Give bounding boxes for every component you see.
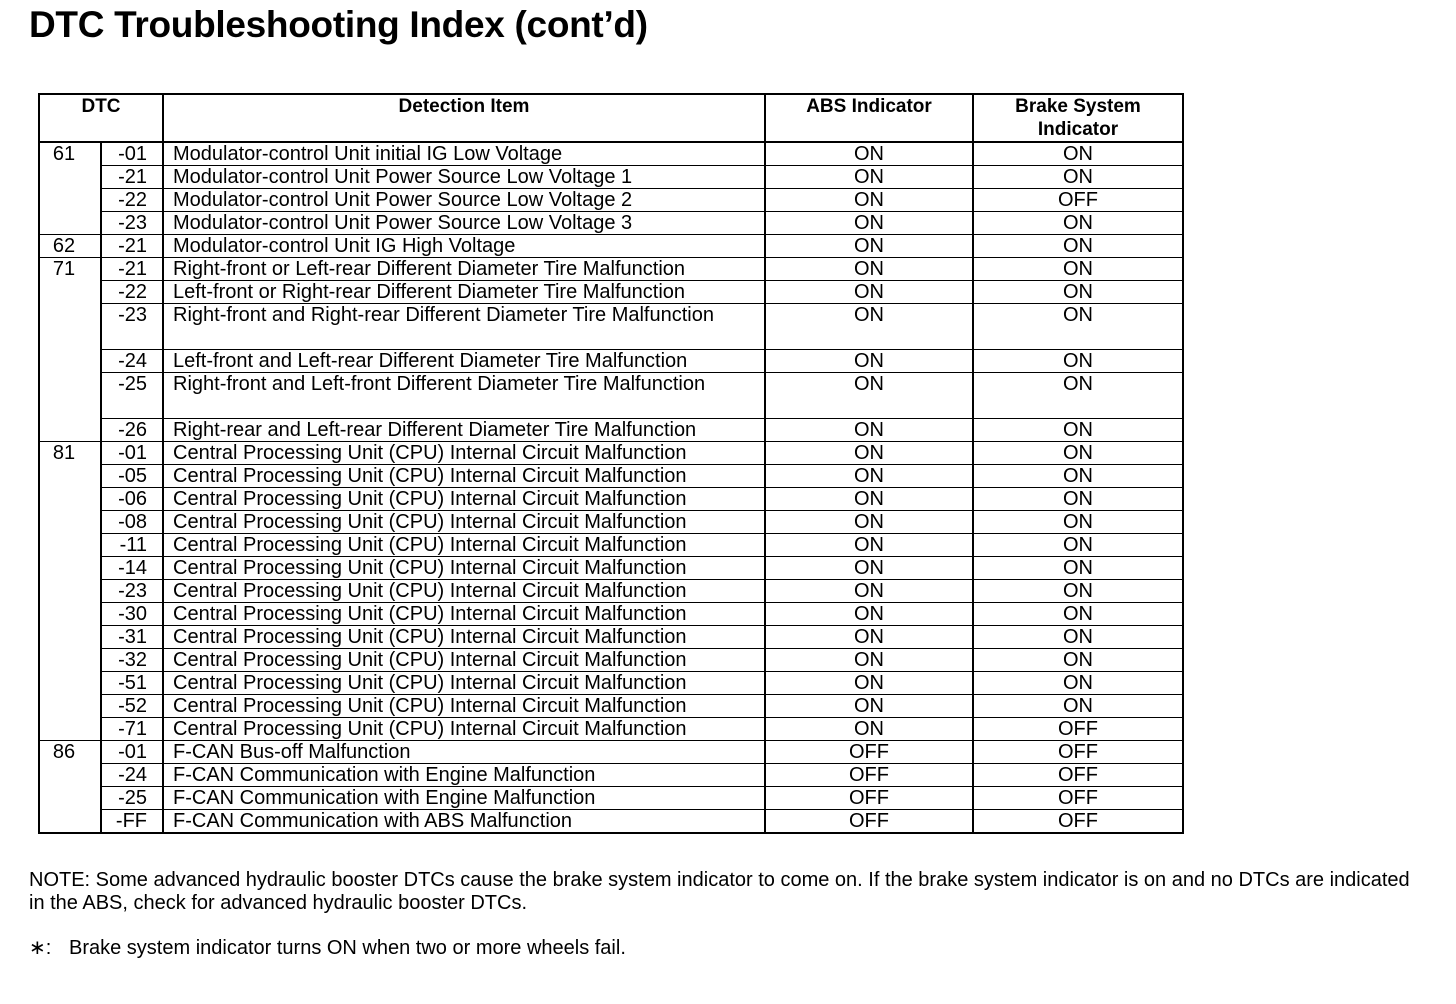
brake-indicator-value: ON bbox=[973, 350, 1183, 373]
dtc-main-code bbox=[39, 304, 101, 350]
dtc-main-code bbox=[39, 212, 101, 235]
dtc-main-code bbox=[39, 672, 101, 695]
table-row bbox=[39, 281, 1183, 304]
dtc-sub-code: -26 bbox=[101, 419, 163, 442]
table-row bbox=[39, 672, 1183, 695]
brake-indicator-value: OFF bbox=[973, 189, 1183, 212]
dtc-main-code bbox=[39, 764, 101, 787]
table-row bbox=[39, 465, 1183, 488]
table-row bbox=[39, 488, 1183, 511]
abs-indicator-value: ON bbox=[765, 626, 973, 649]
detection-item: Right-rear and Left-rear Different Diameter Tire Malfunction bbox=[163, 419, 765, 442]
abs-indicator-value: ON bbox=[765, 534, 973, 557]
table-row bbox=[39, 235, 1183, 258]
dtc-sub-code: -11 bbox=[101, 534, 163, 557]
detection-item: Central Processing Unit (CPU) Internal Circuit Malfunction bbox=[163, 626, 765, 649]
abs-indicator-value: ON bbox=[765, 419, 973, 442]
table-row bbox=[39, 258, 1183, 281]
brake-indicator-value: ON bbox=[973, 235, 1183, 258]
page-title: DTC Troubleshooting Index (cont’d) bbox=[29, 4, 648, 45]
abs-indicator-value: ON bbox=[765, 142, 973, 166]
table-row bbox=[39, 166, 1183, 189]
brake-indicator-value: ON bbox=[973, 212, 1183, 235]
table-row bbox=[39, 787, 1183, 810]
header-brake-line1: Brake System bbox=[1015, 96, 1141, 117]
detection-item: Central Processing Unit (CPU) Internal Circuit Malfunction bbox=[163, 534, 765, 557]
table-body bbox=[39, 142, 1183, 833]
table-row bbox=[39, 557, 1183, 580]
detection-item: Left-front and Left-rear Different Diameter Tire Malfunction bbox=[163, 350, 765, 373]
table-row bbox=[39, 534, 1183, 557]
dtc-sub-code: -23 bbox=[101, 212, 163, 235]
table-row bbox=[39, 442, 1183, 465]
abs-indicator-value: ON bbox=[765, 373, 973, 419]
dtc-main-code bbox=[39, 557, 101, 580]
dtc-main-code: 62 bbox=[39, 235, 101, 258]
dtc-sub-code: -01 bbox=[101, 741, 163, 764]
dtc-main-code bbox=[39, 718, 101, 741]
brake-indicator-value: ON bbox=[973, 626, 1183, 649]
detection-item: F-CAN Bus-off Malfunction bbox=[163, 741, 765, 764]
dtc-sub-code: -01 bbox=[101, 442, 163, 465]
detection-item: Central Processing Unit (CPU) Internal Circuit Malfunction bbox=[163, 442, 765, 465]
header-brake-line2: Indicator bbox=[1037, 119, 1119, 140]
dtc-main-code bbox=[39, 603, 101, 626]
brake-indicator-value: ON bbox=[973, 488, 1183, 511]
abs-indicator-value: ON bbox=[765, 488, 973, 511]
dtc-main-code bbox=[39, 281, 101, 304]
dtc-main-code: 81 bbox=[39, 442, 101, 465]
brake-indicator-value: ON bbox=[973, 465, 1183, 488]
detection-item: Central Processing Unit (CPU) Internal Circuit Malfunction bbox=[163, 488, 765, 511]
brake-indicator-value: ON bbox=[973, 603, 1183, 626]
brake-indicator-value: OFF bbox=[973, 764, 1183, 787]
abs-indicator-value: ON bbox=[765, 281, 973, 304]
header-detection-item: Detection Item bbox=[163, 94, 765, 142]
table-header-row bbox=[39, 94, 1183, 142]
brake-indicator-value: ON bbox=[973, 534, 1183, 557]
dtc-main-code bbox=[39, 810, 101, 834]
abs-indicator-value: ON bbox=[765, 672, 973, 695]
abs-indicator-value: ON bbox=[765, 442, 973, 465]
detection-item: Right-front or Left-rear Different Diameter Tire Malfunction bbox=[163, 258, 765, 281]
brake-indicator-value: ON bbox=[973, 557, 1183, 580]
brake-indicator-value: ON bbox=[973, 442, 1183, 465]
table-row bbox=[39, 764, 1183, 787]
brake-indicator-value: OFF bbox=[973, 787, 1183, 810]
dtc-main-code bbox=[39, 649, 101, 672]
dtc-main-code bbox=[39, 373, 101, 419]
brake-indicator-value: ON bbox=[973, 166, 1183, 189]
table-row bbox=[39, 350, 1183, 373]
dtc-main-code bbox=[39, 787, 101, 810]
detection-item: Central Processing Unit (CPU) Internal Circuit Malfunction bbox=[163, 649, 765, 672]
dtc-sub-code: -32 bbox=[101, 649, 163, 672]
detection-item: Central Processing Unit (CPU) Internal Circuit Malfunction bbox=[163, 603, 765, 626]
abs-indicator-value: ON bbox=[765, 212, 973, 235]
dtc-sub-code: -08 bbox=[101, 511, 163, 534]
abs-indicator-value: ON bbox=[765, 258, 973, 281]
table-row bbox=[39, 810, 1183, 834]
table-row bbox=[39, 189, 1183, 212]
detection-item: Modulator-control Unit Power Source Low Voltage 2 bbox=[163, 189, 765, 212]
dtc-main-code bbox=[39, 350, 101, 373]
abs-indicator-value: ON bbox=[765, 235, 973, 258]
detection-item: Modulator-control Unit Power Source Low Voltage 1 bbox=[163, 166, 765, 189]
brake-indicator-value: OFF bbox=[973, 718, 1183, 741]
footnote bbox=[29, 937, 626, 960]
table-row bbox=[39, 695, 1183, 718]
abs-indicator-value: ON bbox=[765, 304, 973, 350]
table-row bbox=[39, 212, 1183, 235]
dtc-main-code bbox=[39, 166, 101, 189]
dtc-main-code bbox=[39, 695, 101, 718]
dtc-sub-code: -30 bbox=[101, 603, 163, 626]
brake-indicator-value: ON bbox=[973, 419, 1183, 442]
table-row bbox=[39, 649, 1183, 672]
detection-item: Central Processing Unit (CPU) Internal Circuit Malfunction bbox=[163, 465, 765, 488]
table-row bbox=[39, 304, 1183, 350]
abs-indicator-value: ON bbox=[765, 718, 973, 741]
header-dtc: DTC bbox=[39, 94, 163, 142]
header-brake-system-indicator bbox=[973, 94, 1183, 142]
dtc-sub-code: -24 bbox=[101, 350, 163, 373]
brake-indicator-value: ON bbox=[973, 258, 1183, 281]
table-row bbox=[39, 718, 1183, 741]
brake-indicator-value: ON bbox=[973, 672, 1183, 695]
brake-indicator-value: OFF bbox=[973, 810, 1183, 834]
detection-item: Central Processing Unit (CPU) Internal Circuit Malfunction bbox=[163, 718, 765, 741]
detection-item: Left-front or Right-rear Different Diameter Tire Malfunction bbox=[163, 281, 765, 304]
abs-indicator-value: ON bbox=[765, 511, 973, 534]
dtc-main-code bbox=[39, 626, 101, 649]
detection-item: Modulator-control Unit Power Source Low Voltage 3 bbox=[163, 212, 765, 235]
dtc-sub-code: -14 bbox=[101, 557, 163, 580]
dtc-sub-code: -21 bbox=[101, 235, 163, 258]
dtc-table bbox=[38, 93, 1184, 834]
dtc-main-code bbox=[39, 465, 101, 488]
dtc-sub-code: -FF bbox=[101, 810, 163, 834]
brake-indicator-value: ON bbox=[973, 580, 1183, 603]
detection-item: F-CAN Communication with Engine Malfunction bbox=[163, 787, 765, 810]
footnote-text: Brake system indicator turns ON when two or more wheels fail. bbox=[69, 937, 626, 959]
table-row bbox=[39, 511, 1183, 534]
abs-indicator-value: OFF bbox=[765, 741, 973, 764]
table-row bbox=[39, 741, 1183, 764]
brake-indicator-value: ON bbox=[973, 511, 1183, 534]
dtc-sub-code: -25 bbox=[101, 787, 163, 810]
table-row bbox=[39, 626, 1183, 649]
abs-indicator-value: ON bbox=[765, 649, 973, 672]
detection-item: Right-front and Right-rear Different Diameter Tire Malfunction bbox=[163, 304, 765, 350]
abs-indicator-value: OFF bbox=[765, 787, 973, 810]
dtc-sub-code: -06 bbox=[101, 488, 163, 511]
abs-indicator-value: ON bbox=[765, 465, 973, 488]
detection-item: Central Processing Unit (CPU) Internal Circuit Malfunction bbox=[163, 695, 765, 718]
dtc-sub-code: -05 bbox=[101, 465, 163, 488]
abs-indicator-value: ON bbox=[765, 166, 973, 189]
dtc-main-code bbox=[39, 419, 101, 442]
abs-indicator-value: ON bbox=[765, 189, 973, 212]
detection-item: F-CAN Communication with ABS Malfunction bbox=[163, 810, 765, 834]
dtc-main-code bbox=[39, 488, 101, 511]
table-row bbox=[39, 373, 1183, 419]
abs-indicator-value: OFF bbox=[765, 764, 973, 787]
table-row bbox=[39, 419, 1183, 442]
detection-item: Central Processing Unit (CPU) Internal Circuit Malfunction bbox=[163, 557, 765, 580]
table-row bbox=[39, 142, 1183, 166]
dtc-sub-code: -01 bbox=[101, 142, 163, 166]
brake-indicator-value: ON bbox=[973, 373, 1183, 419]
abs-indicator-value: ON bbox=[765, 350, 973, 373]
dtc-main-code bbox=[39, 534, 101, 557]
dtc-sub-code: -21 bbox=[101, 258, 163, 281]
table-row bbox=[39, 603, 1183, 626]
detection-item: F-CAN Communication with Engine Malfunction bbox=[163, 764, 765, 787]
abs-indicator-value: ON bbox=[765, 557, 973, 580]
dtc-sub-code: -71 bbox=[101, 718, 163, 741]
dtc-main-code bbox=[39, 189, 101, 212]
abs-indicator-value: ON bbox=[765, 695, 973, 718]
detection-item: Central Processing Unit (CPU) Internal Circuit Malfunction bbox=[163, 580, 765, 603]
dtc-main-code: 71 bbox=[39, 258, 101, 281]
detection-item: Central Processing Unit (CPU) Internal Circuit Malfunction bbox=[163, 511, 765, 534]
dtc-sub-code: -31 bbox=[101, 626, 163, 649]
brake-indicator-value: ON bbox=[973, 281, 1183, 304]
brake-indicator-value: ON bbox=[973, 304, 1183, 350]
brake-indicator-value: ON bbox=[973, 649, 1183, 672]
brake-indicator-value: ON bbox=[973, 142, 1183, 166]
dtc-sub-code: -25 bbox=[101, 373, 163, 419]
dtc-sub-code: -52 bbox=[101, 695, 163, 718]
detection-item: Modulator-control Unit IG High Voltage bbox=[163, 235, 765, 258]
note-text: NOTE: Some advanced hydraulic booster DTCs cause the brake system indicator to come on. If the brake system indicator is on and no DTCs are indicated in the ABS, check for advanced hydraulic booster DTCs. bbox=[29, 869, 1410, 914]
dtc-main-code: 61 bbox=[39, 142, 101, 166]
dtc-sub-code: -23 bbox=[101, 580, 163, 603]
abs-indicator-value: ON bbox=[765, 580, 973, 603]
brake-indicator-value: ON bbox=[973, 695, 1183, 718]
detection-item: Right-front and Left-front Different Diameter Tire Malfunction bbox=[163, 373, 765, 419]
dtc-main-code: 86 bbox=[39, 741, 101, 764]
dtc-sub-code: -51 bbox=[101, 672, 163, 695]
asterisk-mark: ∗: bbox=[29, 937, 52, 959]
dtc-sub-code: -22 bbox=[101, 189, 163, 212]
dtc-sub-code: -21 bbox=[101, 166, 163, 189]
dtc-sub-code: -22 bbox=[101, 281, 163, 304]
brake-indicator-value: OFF bbox=[973, 741, 1183, 764]
detection-item: Modulator-control Unit initial IG Low Voltage bbox=[163, 142, 765, 166]
dtc-main-code bbox=[39, 511, 101, 534]
header-abs-indicator: ABS Indicator bbox=[765, 94, 973, 142]
dtc-sub-code: -23 bbox=[101, 304, 163, 350]
dtc-sub-code: -24 bbox=[101, 764, 163, 787]
abs-indicator-value: OFF bbox=[765, 810, 973, 834]
abs-indicator-value: ON bbox=[765, 603, 973, 626]
table-row bbox=[39, 580, 1183, 603]
detection-item: Central Processing Unit (CPU) Internal Circuit Malfunction bbox=[163, 672, 765, 695]
dtc-main-code bbox=[39, 580, 101, 603]
